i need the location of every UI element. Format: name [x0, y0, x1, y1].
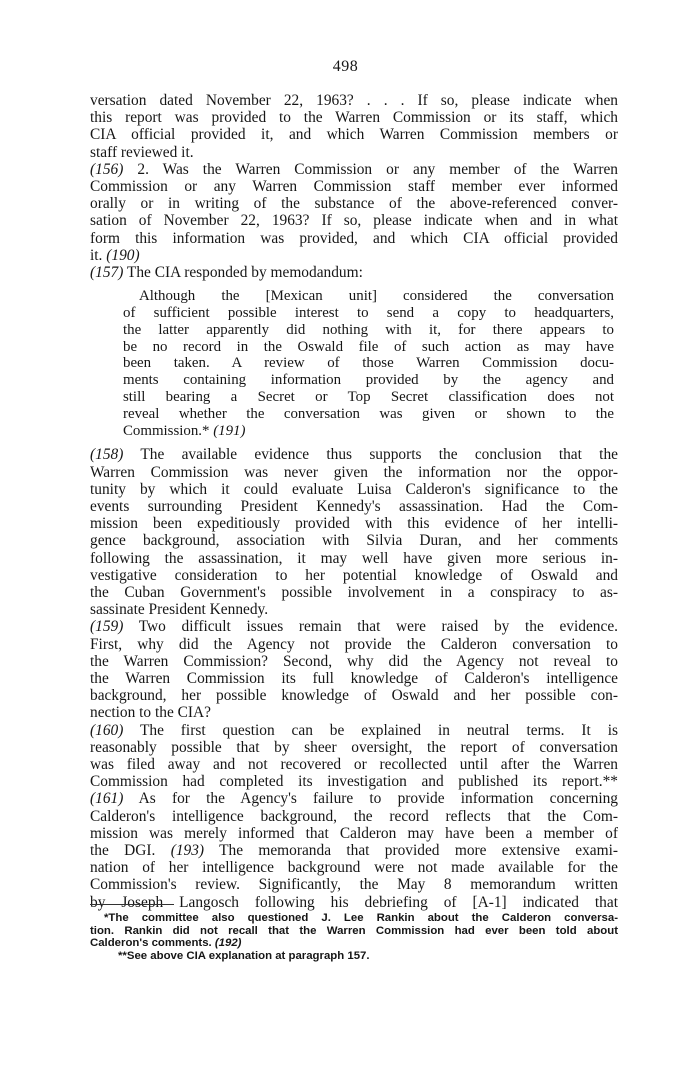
text-line: it. (190): [90, 246, 140, 264]
text-line: sassinate President Kennedy.: [90, 601, 269, 619]
text-line: (157) The CIA responded by memodandum:: [90, 264, 363, 282]
text-line: (160) The first question can be explained in neutral terms. It is: [90, 721, 618, 739]
text-line: the Warren Commission its full knowledge of Calderon's intelligence: [90, 670, 618, 688]
text-line: the DGI. (193) The memoranda that provided more extensive exami-: [90, 842, 619, 860]
text-line: by Joseph Langosch following his debriefing of [A-1] indicated that: [90, 893, 618, 911]
text-line: the Warren Commission? Second, why did the Agency not reveal to: [90, 652, 618, 670]
body-text: [90, 92, 618, 911]
quote-line: of sufficient possible interest to send a copy to headquarters,: [123, 305, 614, 322]
text-line: mission been expeditiously provided with this evidence of her intelli-: [90, 515, 618, 533]
text-line: sation of November 22, 1963? If so, please indicate when and in what: [90, 212, 618, 230]
footnote-line: Calderon's comments. (192): [90, 937, 242, 950]
footnote-line: **See above CIA explanation at paragraph 157.: [118, 949, 370, 962]
text-line: form this information was provided, and which CIA official provided: [90, 229, 618, 247]
quote-line: be no record in the Oswald file of such action as may have: [123, 338, 614, 355]
paragraph-157: [90, 264, 618, 281]
text-line: Calderon's intelligence background, the record reflects that the Com-: [90, 807, 618, 825]
quote-line: Although the [Mexican unit] considered the conversation: [139, 288, 614, 305]
text-line: reasonably possible that by sheer oversight, the report of conversation: [90, 738, 618, 756]
text-line: (159) Two difficult issues remain that were raised by the evidence.: [90, 618, 618, 636]
text-line: was filed away and not recovered or recollected until after the Warren: [90, 756, 618, 774]
text-line: gence background, association with Silvia Duran, and her comments: [90, 532, 618, 550]
paragraph-159: [90, 618, 618, 721]
footnotes: [90, 912, 618, 962]
quote-line: reveal whether the conversation was given or shown to the: [123, 405, 614, 422]
footnote-1: [90, 912, 618, 950]
text-line: Commission or any Warren Commission staff member ever informed: [90, 178, 618, 196]
quote-line: been taken. A review of those Warren Commission docu-: [123, 355, 614, 372]
text-line: Commission had completed its investigation and published its report.**: [90, 773, 618, 791]
paragraph-156: [90, 161, 618, 264]
block-quote: [90, 288, 618, 439]
paragraph-161: [90, 790, 618, 910]
text-line: nection to the CIA?: [90, 704, 211, 722]
text-line: (158) The available evidence thus supports the conclusion that the: [90, 446, 618, 464]
text-line: First, why did the Agency not provide the Calderon conversation to: [90, 635, 618, 653]
text-line: (161) As for the Agency's failure to provide information concerning: [90, 790, 618, 808]
text-line: CIA official provided it, and which Warren Commission members or: [90, 126, 618, 144]
text-line: mission was merely informed that Calderon may have been a member of: [90, 824, 618, 842]
footnote-2: [90, 950, 618, 963]
footnote-line: *The committee also questioned J. Lee Rankin about the Calderon conversa-: [104, 912, 618, 924]
quote-line: still bearing a Secret or Top Secret classification does not: [123, 389, 614, 406]
footnote-line: tion. Rankin did not recall that the Warren Commission had ever been told about: [90, 924, 618, 937]
text-line: events surrounding President Kennedy's assassination. Had the Com-: [90, 498, 618, 516]
text-line: Commission's review. Significantly, the May 8 memorandum written: [90, 876, 618, 894]
text-line: this report was provided to the Warren Commission or its staff, which: [90, 109, 618, 127]
footnote-divider: [90, 904, 174, 905]
paragraph-158: [90, 446, 618, 618]
text-line: tunity by which it could evaluate Luisa Calderon's significance to the: [90, 480, 618, 498]
text-line: nation of her intelligence background were not made available for the: [90, 859, 618, 877]
quote-line: the latter apparently did nothing with it, for there appears to: [123, 321, 614, 338]
text-line: orally or in writing of the substance of the above-referenced conver-: [90, 195, 618, 213]
text-line: background, her possible knowledge of Oswald and her possible con-: [90, 687, 618, 705]
quote-line: Commission.* (191): [123, 422, 246, 439]
text-line: (156) 2. Was the Warren Commission or any member of the Warren: [90, 160, 618, 178]
paragraph-160: [90, 722, 618, 791]
page-number: 498: [332, 58, 359, 75]
text-line: following the assassination, it may well have given more serious in-: [90, 549, 618, 567]
text-line: Warren Commission was never given the information nor the oppor-: [90, 463, 618, 481]
quote-line: ments containing information provided by the agency and: [123, 372, 614, 389]
paragraph-continuation: [90, 92, 618, 161]
text-line: versation dated November 22, 1963? . . . If so, please indicate when: [90, 92, 618, 109]
text-line: staff reviewed it.: [90, 143, 194, 161]
text-line: vestigative consideration to her potential knowledge of Oswald and: [90, 566, 618, 584]
text-line: the Cuban Government's possible involvement in a conspiracy to as-: [90, 584, 618, 602]
